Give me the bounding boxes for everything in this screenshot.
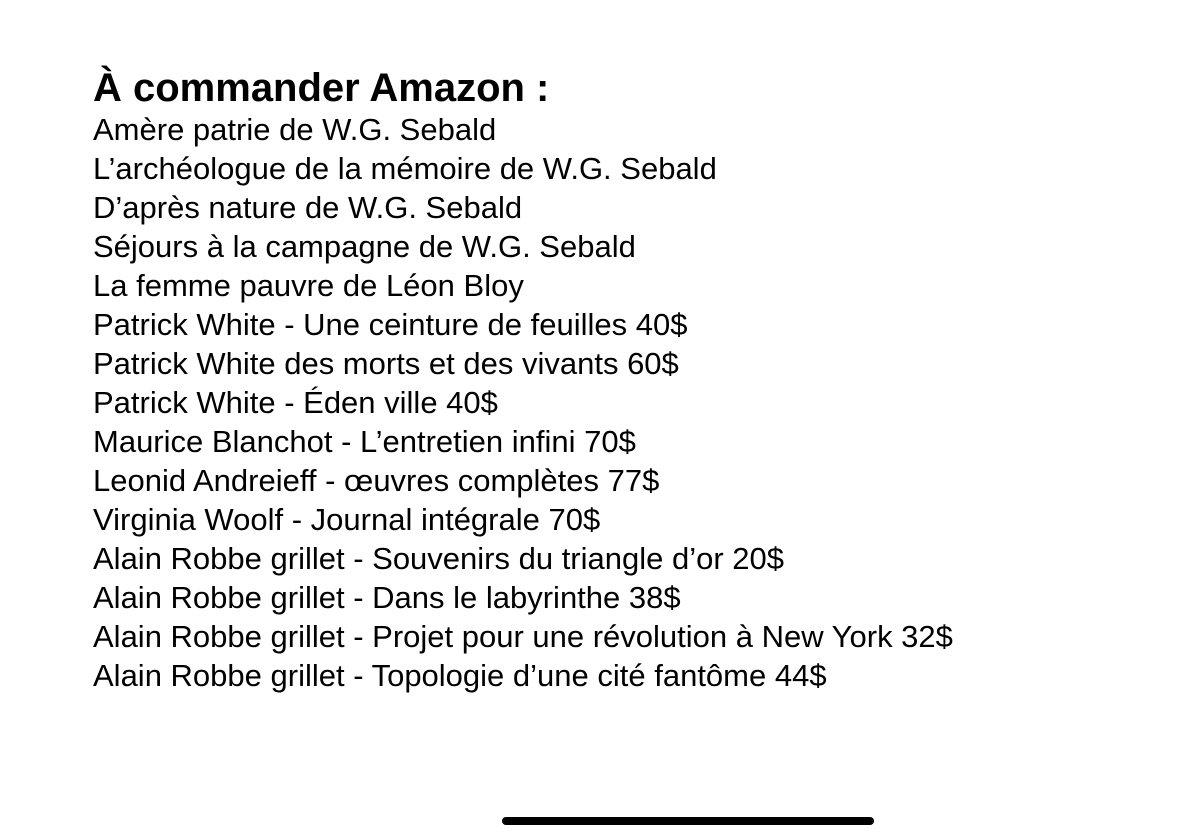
list-item: D’après nature de W.G. Sebald [93,190,523,225]
list-item: Patrick White - Éden ville 40$ [93,385,498,420]
list-item: Alain Robbe grillet - Projet pour une révolution à New York 32$ [93,619,953,654]
list-item: Séjours à la campagne de W.G. Sebald [93,229,636,264]
list-item: Patrick White des morts et des vivants 60$ [93,346,679,381]
list-item: La femme pauvre de Léon Bloy [93,268,524,303]
list-item: Alain Robbe grillet - Topologie d’une cité fantôme 44$ [93,658,827,693]
list-item: Leonid Andreieff - œuvres complètes 77$ [93,463,660,498]
list-item: Alain Robbe grillet - Souvenirs du triangle d’or 20$ [93,541,785,576]
list-item: Patrick White - Une ceinture de feuilles 40$ [93,307,688,342]
list-item: Amère patrie de W.G. Sebald [93,112,497,147]
list-item: Virginia Woolf - Journal intégrale 70$ [93,502,601,537]
list-item: L’archéologue de la mémoire de W.G. Sebald [93,151,717,186]
home-indicator[interactable] [502,817,874,825]
list-item: Maurice Blanchot - L’entretien infini 70$ [93,424,636,459]
note-list [93,110,1183,695]
note-content [93,66,1183,695]
note-title: À commander Amazon : [93,66,550,110]
list-item: Alain Robbe grillet - Dans le labyrinthe 38$ [93,580,681,615]
